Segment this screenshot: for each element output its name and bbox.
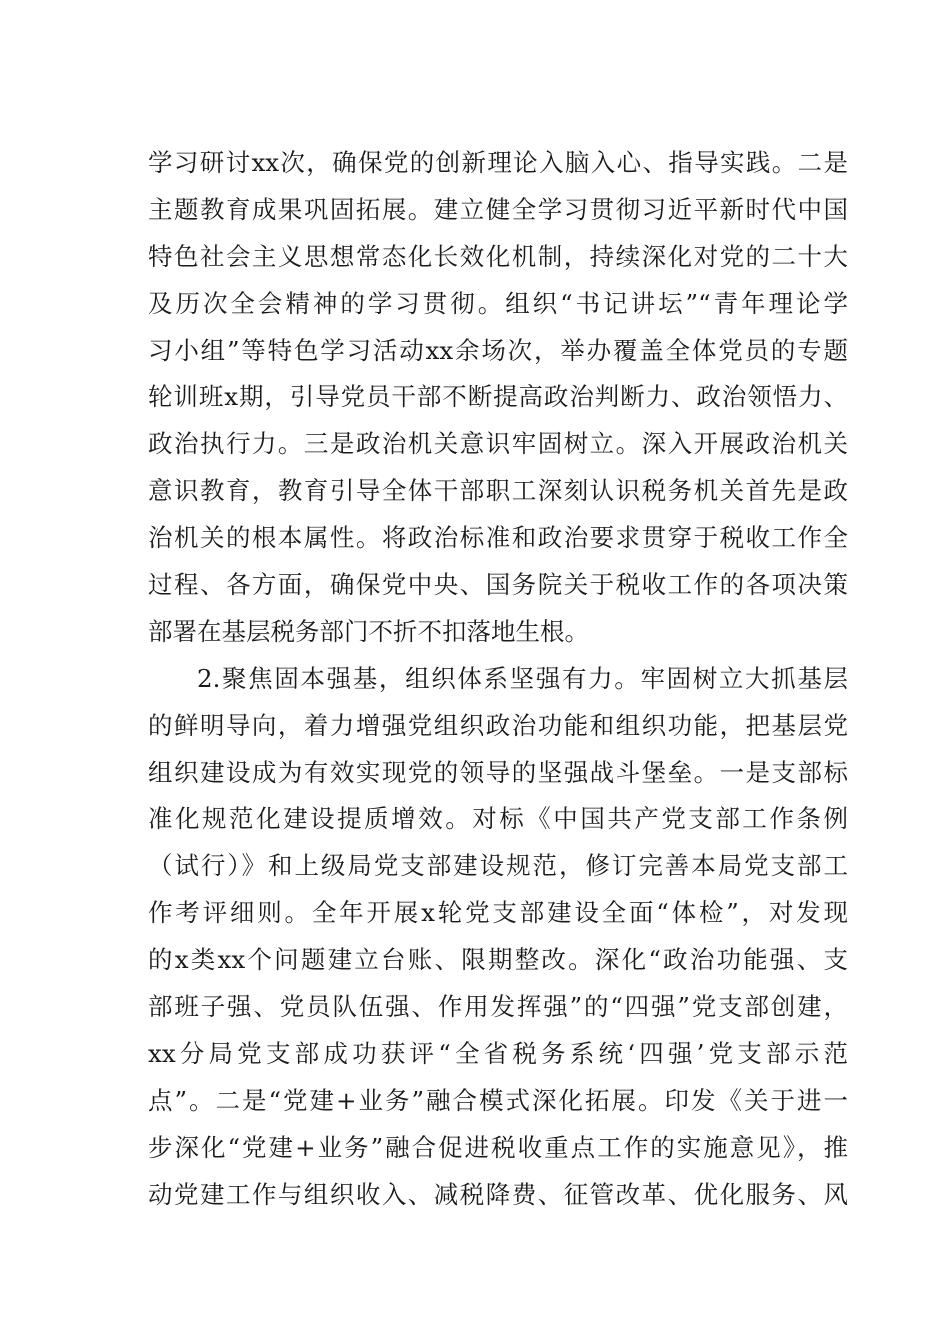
text-line: 步深化“党建+业务”融合促进税收重点工作的实施意见》，推	[148, 1132, 848, 1162]
text-line: 轮训班x期，引导党员干部不断提高政治判断力、政治领悟力、	[148, 382, 848, 412]
text-line: 特色社会主义思想常态化长效化机制，持续深化对党的二十大	[148, 241, 848, 271]
text-line: 准化规范化建设提质增效。对标《中国共产党支部工作条例	[148, 804, 848, 834]
text-line: 动党建工作与组织收入、减税降费、征管改革、优化服务、风	[148, 1179, 848, 1209]
text-line: 治机关的根本属性。将政治标准和政治要求贯穿于税收工作全	[148, 523, 848, 553]
text-line: 习小组”等特色学习活动xx余场次，举办覆盖全体党员的专题	[148, 335, 848, 365]
text-line: 部署在基层税务部门不折不扣落地生根。	[148, 616, 589, 646]
document-body	[148, 140, 848, 1218]
text-line: 组织建设成为有效实现党的领导的坚强战斗堡垒。一是支部标	[148, 757, 848, 787]
text-line: 学习研讨xx次，确保党的创新理论入脑入心、指导实践。二是	[148, 148, 848, 177]
paragraph-1	[148, 140, 848, 656]
text-line: 过程、各方面，确保党中央、国务院关于税收工作的各项决策	[148, 570, 848, 600]
paragraph-2	[148, 656, 848, 1219]
text-line: 意识教育，教育引导全体干部职工深刻认识税务机关首先是政	[148, 476, 848, 506]
text-line: xx分局党支部成功获评“全省税务系统‘四强’党支部示范	[148, 1038, 848, 1068]
text-line: 作考评细则。全年开展x轮党支部建设全面“体检”，对发现	[148, 898, 848, 928]
text-line: 政治执行力。三是政治机关意识牢固树立。深入开展政治机关	[148, 429, 848, 459]
text-line: 的鲜明导向，着力增强党组织政治功能和组织功能，把基层党	[148, 710, 848, 740]
text-line: 点”。二是“党建+业务”融合模式深化拓展。印发《关于进一	[148, 1085, 848, 1115]
text-line: 主题教育成果巩固拓展。建立健全学习贯彻习近平新时代中国	[148, 194, 848, 224]
text-line: 及历次全会精神的学习贯彻。组织“书记讲坛”“青年理论学	[148, 288, 848, 318]
text-line: （试行）》和上级局党支部建设规范，修订完善本局党支部工	[148, 851, 848, 881]
text-line: 2.聚焦固本强基，组织体系坚强有力。牢固树立大抓基层	[197, 663, 848, 693]
text-line: 部班子强、党员队伍强、作用发挥强”的“四强”党支部创建，	[148, 992, 848, 1022]
text-line: 的x类xx个问题建立台账、限期整改。深化“政治功能强、支	[148, 945, 848, 975]
